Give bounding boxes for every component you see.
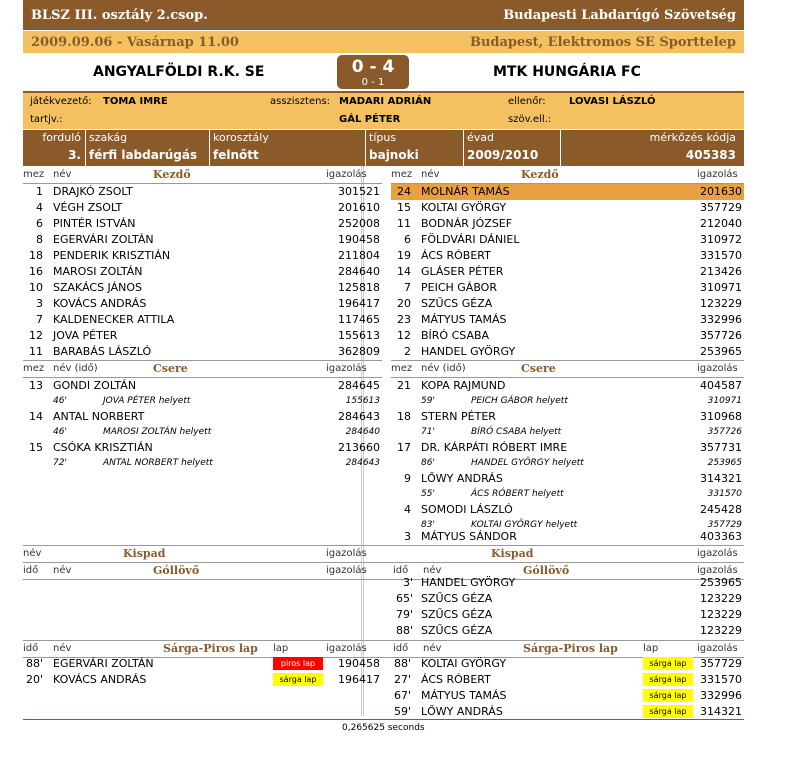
sub-row (23, 440, 382, 456)
sub-detail-row (391, 394, 744, 409)
home-starters-list (23, 184, 382, 360)
starters-title: Kezdő (521, 168, 559, 181)
license-label: igazolás (697, 548, 738, 559)
player-name: CSÓKA KRISZTIÁN (53, 441, 153, 454)
goal-row (391, 607, 744, 623)
subs-title: Csere (153, 362, 188, 375)
sub-detail-row (391, 456, 744, 471)
player-row (391, 232, 744, 248)
player-name: MAROSI ZOLTÁN (53, 265, 143, 278)
player-name: ÁCS RÓBERT (421, 673, 491, 686)
player-name: BARABÁS LÁSZLÓ (53, 345, 152, 358)
sub-minute: 59' (421, 396, 435, 406)
license-number: 404587 (700, 379, 742, 392)
license-number: 362809 (338, 345, 380, 358)
code-value: 405383 (685, 148, 736, 162)
player-name: EGERVÁRI ZOLTÁN (53, 233, 154, 246)
shirt-number: 21 (397, 379, 411, 392)
card-row (391, 688, 744, 704)
sub-detail-row (23, 425, 382, 440)
branch-value: férfi labdarúgás (89, 148, 198, 162)
code-cell (561, 130, 744, 166)
name-label: név (421, 169, 440, 180)
away-subs-header (391, 360, 744, 378)
player-name: MOLNÁR TAMÁS (421, 185, 510, 198)
player-row (391, 328, 744, 344)
player-name: KOVÁCS ANDRÁS (53, 673, 147, 686)
shirt-number: 24 (397, 185, 411, 198)
replaced-player: PEICH GÁBOR helyett (471, 396, 568, 406)
goal-minute: 79' (395, 608, 413, 621)
replaced-license: 357726 (707, 427, 742, 437)
shirt-number: 19 (397, 249, 411, 262)
shirt-number: 11 (29, 345, 43, 358)
license-number: 123229 (700, 592, 742, 605)
license-label: igazolás (326, 363, 367, 374)
player-row (391, 264, 744, 280)
player-row (23, 232, 382, 248)
replaced-license: 331570 (707, 489, 742, 499)
home-subs-header (23, 360, 382, 378)
player-row (23, 312, 382, 328)
license-number: 245428 (700, 503, 742, 516)
player-name: VÉGH ZSOLT (53, 201, 123, 214)
controller-name: LOVASI LÁSZLÓ (569, 96, 656, 107)
away-team: MTK HUNGÁRIA FC (493, 64, 641, 80)
age-label: korosztály (213, 131, 269, 144)
license-number: 253965 (700, 345, 742, 358)
match-datetime: 2009.09.06 - Vasárnap 11.00 (31, 34, 239, 50)
shirt-number: 14 (397, 265, 411, 278)
license-number: 125818 (338, 281, 380, 294)
away-cards-list (391, 656, 744, 720)
sub-minute: 86' (421, 458, 435, 468)
license-number: 332996 (700, 313, 742, 326)
license-label: igazolás (697, 169, 738, 180)
card-minute: 20' (25, 673, 43, 686)
replaced-player: KOLTAI GYÖRGY helyett (471, 520, 578, 530)
player-name: ANTAL NORBERT (53, 410, 145, 423)
sub-detail-row (391, 487, 744, 502)
time-label: idő (23, 643, 39, 654)
home-column (23, 167, 382, 471)
license-number: 357729 (700, 657, 742, 670)
replaced-license: 284640 (345, 427, 380, 437)
license-number: 357729 (700, 201, 742, 214)
name-time-label: név (idő) (421, 363, 466, 374)
sub-minute: 46' (53, 427, 67, 437)
player-name: PEICH GÁBOR (421, 281, 497, 294)
license-number: 403363 (700, 530, 742, 543)
license-number: 201630 (700, 185, 742, 198)
away-subs-list (391, 378, 744, 533)
card-minute: 88' (25, 657, 43, 670)
replaced-license: 310971 (707, 396, 742, 406)
sub-row (391, 409, 744, 425)
bench-title-away: Kispad (491, 547, 534, 560)
license-number: 213660 (338, 441, 380, 454)
age-value: felnőtt (213, 148, 259, 162)
starters-title: Kezdő (153, 168, 191, 181)
player-row (23, 280, 382, 296)
player-name: FÖLDVÁRI DÁNIEL (421, 233, 520, 246)
license-number: 252008 (338, 217, 380, 230)
player-name: STERN PÉTER (421, 410, 496, 423)
match-meta (23, 129, 744, 166)
goal-minute: 3' (402, 576, 413, 589)
season-value: 2009/2010 (467, 148, 539, 162)
license-number: 310972 (700, 233, 742, 246)
player-row (391, 216, 744, 232)
yellow-card-badge: sárga lap (643, 705, 693, 718)
federation-controller-label: szöv.ell.: (508, 114, 552, 125)
replaced-license: 253965 (707, 458, 742, 468)
license-label: igazolás (697, 565, 738, 576)
name-time-label: név (idő) (53, 363, 98, 374)
sub-detail-row (391, 425, 744, 440)
bottom-rule (23, 719, 744, 720)
shirt-number: 18 (397, 410, 411, 423)
shirt-number: 12 (397, 329, 411, 342)
license-number: 284640 (338, 265, 380, 278)
shirt-number: 10 (29, 281, 43, 294)
league-name: BLSZ III. osztály 2.csop. (31, 7, 208, 23)
license-number: 155613 (338, 329, 380, 342)
name-label: név (423, 643, 442, 654)
referee-label: játékvezető: (30, 96, 92, 107)
branch-label: szakág (89, 131, 128, 144)
goal-row (391, 623, 744, 639)
license-number: 332996 (700, 689, 742, 702)
player-name: GLÁSER PÉTER (421, 265, 504, 278)
mez-label: mez (23, 169, 45, 180)
cards-title-home: Sárga-Piros lap (163, 642, 258, 655)
replaced-player: HANDEL GYÖRGY helyett (471, 458, 584, 468)
cards-title-away: Sárga-Piros lap (523, 642, 618, 655)
teams-bar (23, 53, 744, 91)
player-name: LŐWY ANDRÁS (421, 705, 503, 718)
shirt-number: 1 (36, 185, 43, 198)
player-row (23, 184, 382, 200)
sub-row (391, 502, 744, 518)
player-name: DRAJKÓ ZSOLT (53, 185, 133, 198)
away-starters-list (391, 184, 744, 360)
sub-minute: 71' (421, 427, 435, 437)
shirt-number: 20 (397, 297, 411, 310)
time-label: idő (393, 643, 409, 654)
assistant-label: asszisztens: (270, 96, 331, 107)
license-number: 284643 (338, 410, 380, 423)
bench-row (391, 529, 744, 545)
name-label: név (53, 565, 72, 576)
license-number: 201610 (338, 201, 380, 214)
referee-name: TOMA IMRE (103, 96, 168, 107)
player-row (391, 344, 744, 360)
card-minute: 88' (393, 657, 411, 670)
federation-name: Budapesti Labdarúgó Szövetség (503, 7, 736, 23)
home-team: ANGYALFÖLDI R.K. SE (93, 64, 265, 80)
score-box (337, 55, 409, 89)
card-minute: 59' (393, 705, 411, 718)
player-name: GONDI ZOLTÁN (53, 379, 137, 392)
replaced-license: 357729 (707, 520, 742, 530)
officials-panel (23, 91, 744, 129)
halftime-score: 0 - 1 (361, 77, 385, 88)
shirt-number: 13 (29, 379, 43, 392)
player-name: SZŰCS GÉZA (421, 297, 493, 310)
sub-row (391, 440, 744, 456)
card-row (391, 704, 744, 720)
player-name: MÁTYUS TAMÁS (421, 689, 507, 702)
branch-cell (86, 130, 210, 166)
sub-row (23, 409, 382, 425)
player-row (23, 264, 382, 280)
final-score: 0 - 4 (351, 57, 395, 77)
away-column (391, 167, 744, 533)
license-number: 310971 (700, 281, 742, 294)
season-cell (464, 130, 561, 166)
bench-header (23, 545, 744, 563)
name-label: név (53, 643, 72, 654)
type-label: típus (369, 131, 397, 144)
replaced-player: ÁCS RÓBERT helyett (471, 489, 564, 499)
shirt-number: 7 (404, 281, 411, 294)
card-label: lap (643, 643, 659, 654)
license-label: igazolás (326, 548, 367, 559)
license-number: 123229 (700, 608, 742, 621)
player-name: ÁCS RÓBERT (421, 249, 491, 262)
shirt-number: 18 (29, 249, 43, 262)
license-number: 196417 (338, 673, 380, 686)
code-label: mérkőzés kódja (649, 131, 736, 144)
mez-label: mez (23, 363, 45, 374)
sub-minute: 55' (421, 489, 435, 499)
generation-time: 0,265625 seconds (342, 723, 425, 733)
license-number: 253965 (700, 576, 742, 589)
player-row (391, 184, 744, 200)
shirt-number: 6 (404, 233, 411, 246)
license-number: 213426 (700, 265, 742, 278)
card-minute: 67' (393, 689, 411, 702)
card-row (391, 672, 744, 688)
player-row (23, 216, 382, 232)
assistant1-name: MADARI ADRIÁN (339, 96, 432, 107)
card-minute: 27' (393, 673, 411, 686)
player-row (391, 312, 744, 328)
scorer-name: SZŰCS GÉZA (421, 592, 493, 605)
home-cards-list (23, 656, 382, 688)
sub-detail-row (23, 456, 382, 471)
player-name: LŐWY ANDRÁS (421, 472, 503, 485)
license-number: 314321 (700, 705, 742, 718)
license-number: 117465 (338, 313, 380, 326)
time-label: idő (393, 565, 409, 576)
license-label: igazolás (326, 169, 367, 180)
sub-row (23, 378, 382, 394)
away-bench-list (391, 529, 744, 545)
age-cell (210, 130, 366, 166)
shirt-number: 2 (404, 345, 411, 358)
player-name: PINTÉR ISTVÁN (53, 217, 136, 230)
shirt-number: 8 (36, 233, 43, 246)
card-row (23, 656, 382, 672)
license-label: igazolás (697, 643, 738, 654)
yellow-card-badge: sárga lap (643, 689, 693, 702)
license-number: 331570 (700, 673, 742, 686)
bench-title-home: Kispad (123, 547, 166, 560)
license-number: 211804 (338, 249, 380, 262)
card-row (391, 656, 744, 672)
shirt-number: 16 (29, 265, 43, 278)
yellow-card-badge: sárga lap (643, 657, 693, 670)
player-row (23, 296, 382, 312)
goal-minute: 88' (395, 624, 413, 637)
player-name: SZAKÁCS JÁNOS (53, 281, 142, 294)
shirt-number: 3 (36, 297, 43, 310)
away-goals-list (391, 575, 744, 639)
shirt-number: 4 (404, 503, 411, 516)
league-header (23, 0, 744, 30)
match-datetime-bar (23, 30, 744, 53)
home-subs-list (23, 378, 382, 471)
license-number: 123229 (700, 297, 742, 310)
mez-label: mez (391, 169, 413, 180)
scorer-name: SZŰCS GÉZA (421, 608, 493, 621)
scorer-name: HANDEL GYÖRGY (421, 576, 516, 589)
player-name: PENDERIK KRISZTIÁN (53, 249, 171, 262)
sub-row (391, 378, 744, 394)
shirt-number: 14 (29, 410, 43, 423)
license-number: 190458 (338, 233, 380, 246)
player-row (23, 200, 382, 216)
player-name: MÁTYUS TAMÁS (421, 313, 507, 326)
reserve-referee-label: tartjv.: (30, 114, 63, 125)
goal-row (391, 591, 744, 607)
license-number: 314321 (700, 472, 742, 485)
goal-row (391, 575, 744, 591)
type-value: bajnoki (369, 148, 419, 162)
shirt-number: 7 (36, 313, 43, 326)
time-label: idő (23, 565, 39, 576)
license-number: 212040 (700, 217, 742, 230)
player-row (391, 296, 744, 312)
shirt-number: 11 (397, 217, 411, 230)
replaced-player: MAROSI ZOLTÁN helyett (103, 427, 212, 437)
replaced-license: 284643 (345, 458, 380, 468)
season-label: évad (467, 131, 495, 144)
round-value: 3. (68, 148, 81, 162)
license-number: 357731 (700, 441, 742, 454)
player-row (391, 248, 744, 264)
license-label: igazolás (326, 565, 367, 576)
player-row (23, 248, 382, 264)
match-report (23, 0, 744, 166)
away-starters-header (391, 167, 744, 184)
player-row (391, 200, 744, 216)
name-label: név (423, 565, 442, 576)
sub-minute: 46' (53, 396, 67, 406)
player-name: KALDENECKER ATTILA (53, 313, 175, 326)
license-label: igazolás (697, 363, 738, 374)
round-label: forduló (42, 131, 81, 144)
shirt-number: 6 (36, 217, 43, 230)
player-name: KOLTAI GYÖRGY (421, 201, 507, 214)
scorer-name: SZŰCS GÉZA (421, 624, 493, 637)
sub-detail-row (23, 394, 382, 409)
yellow-card-badge: sárga lap (273, 673, 323, 686)
license-number: 301521 (338, 185, 380, 198)
replaced-player: BÍRÓ CSABA helyett (471, 427, 562, 437)
shirt-number: 12 (29, 329, 43, 342)
match-venue: Budapest, Elektromos SE Sporttelep (469, 34, 736, 50)
license-number: 284645 (338, 379, 380, 392)
license-label: igazolás (326, 643, 367, 654)
sub-minute: 83' (421, 520, 435, 530)
goals-title-home: Góllövő (153, 564, 200, 577)
assistant2-name: GÁL PÉTER (339, 114, 401, 125)
type-cell (366, 130, 464, 166)
card-label: lap (273, 643, 289, 654)
sub-row (391, 471, 744, 487)
player-name: HANDEL GYÖRGY (421, 345, 516, 358)
shirt-number: 15 (397, 201, 411, 214)
player-row (391, 280, 744, 296)
license-number: 190458 (338, 657, 380, 670)
controller-label: ellenőr: (508, 96, 546, 107)
name-label: név (23, 548, 42, 559)
card-row (23, 672, 382, 688)
license-number: 123229 (700, 624, 742, 637)
player-row (23, 344, 382, 360)
shirt-number: 9 (404, 472, 411, 485)
mez-label: mez (391, 363, 413, 374)
yellow-card-badge: sárga lap (643, 673, 693, 686)
player-name: KOVÁCS ANDRÁS (53, 297, 147, 310)
player-name: KOPA RAJMUND (421, 379, 506, 392)
red-card-badge: piros lap (273, 657, 323, 670)
license-number: 331570 (700, 249, 742, 262)
shirt-number: 3 (404, 530, 411, 543)
player-name: EGERVÁRI ZOLTÁN (53, 657, 154, 670)
replaced-player: ANTAL NORBERT helyett (103, 458, 213, 468)
player-name: SOMODI LÁSZLÓ (421, 503, 513, 516)
player-name: DR. KÁRPÁTI RÓBERT IMRE (421, 441, 568, 454)
shirt-number: 15 (29, 441, 43, 454)
license-number: 310968 (700, 410, 742, 423)
shirt-number: 23 (397, 313, 411, 326)
name-label: név (53, 169, 72, 180)
player-name: MÁTYUS SÁNDOR (421, 530, 517, 543)
sub-minute: 72' (53, 458, 67, 468)
player-name: KOLTAI GYÖRGY (421, 657, 507, 670)
license-number: 357726 (700, 329, 742, 342)
player-row (23, 328, 382, 344)
round-cell (23, 130, 86, 166)
license-number: 196417 (338, 297, 380, 310)
replaced-license: 155613 (345, 396, 380, 406)
player-name: BODNÁR JÓZSEF (421, 217, 513, 230)
player-name: JOVA PÉTER (53, 329, 118, 342)
goals-title-away: Góllövő (523, 564, 570, 577)
player-name: BÍRÓ CSABA (421, 329, 490, 342)
subs-title: Csere (521, 362, 556, 375)
home-starters-header (23, 167, 382, 184)
shirt-number: 4 (36, 201, 43, 214)
goal-minute: 65' (395, 592, 413, 605)
shirt-number: 17 (397, 441, 411, 454)
replaced-player: JOVA PÉTER helyett (103, 396, 191, 406)
